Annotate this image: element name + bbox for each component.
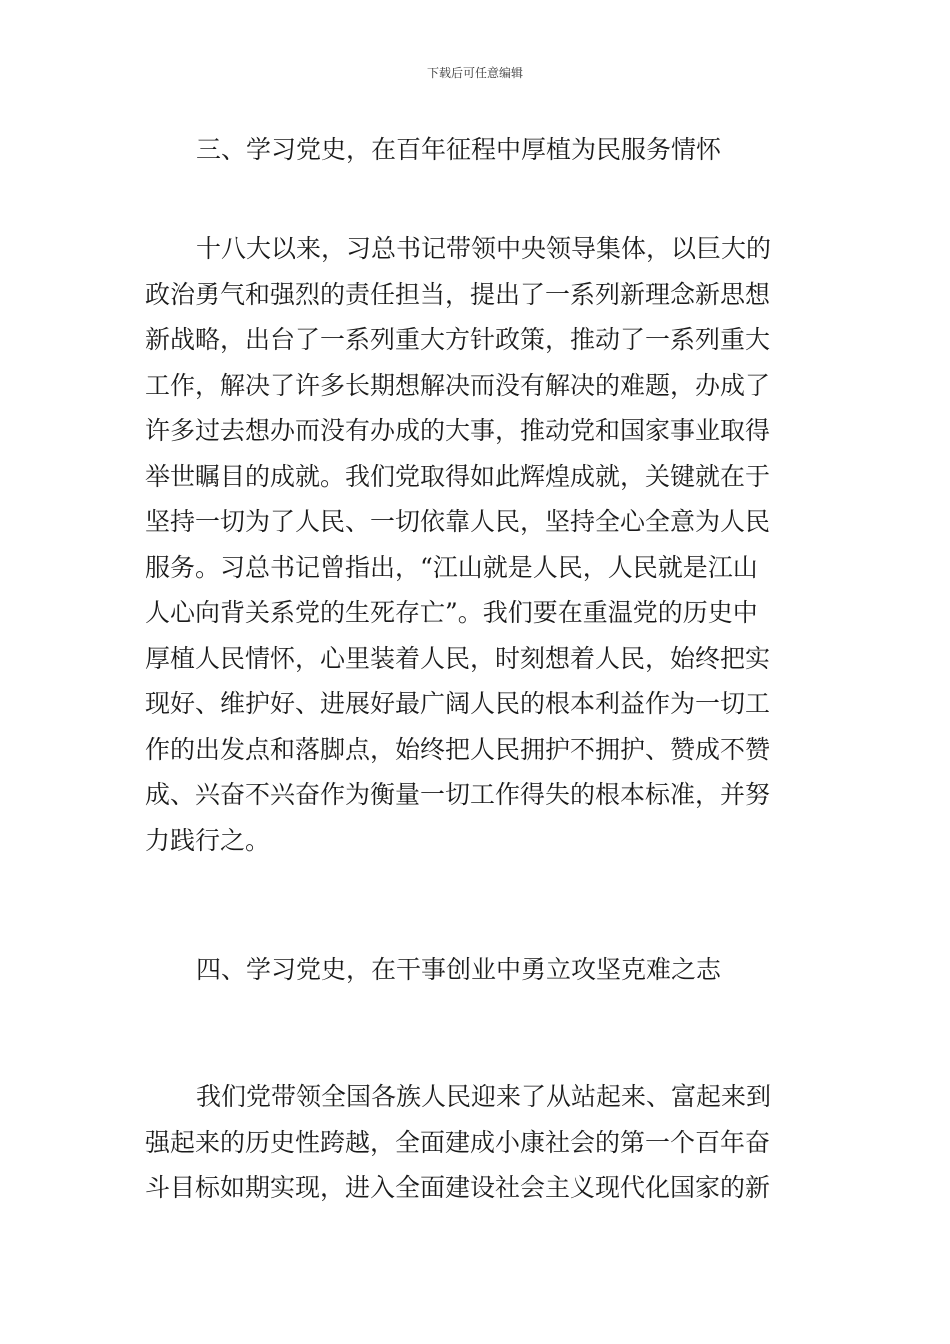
section-3-heading: 三、学习党史，在百年征程中厚植为民服务情怀 bbox=[196, 135, 722, 164]
paragraph-line: 作的出发点和落脚点，始终把人民拥护不拥护、赞成不赞 bbox=[145, 734, 771, 764]
paragraph-line: 坚持一切为了人民、一切依靠人民，坚持全心全意为人民 bbox=[145, 507, 771, 536]
section-3-paragraph bbox=[145, 226, 805, 863]
paragraph-line: 我们党带领全国各族人民迎来了从站起来、富起来到 bbox=[196, 1082, 772, 1111]
paragraph-line: 政治勇气和强烈的责任担当，提出了一系列新理念新思想 bbox=[145, 279, 771, 309]
header-note: 下载后可任意编辑 bbox=[426, 66, 523, 80]
paragraph-line: 厚植人民情怀，心里装着人民，时刻想着人民，始终把实 bbox=[145, 643, 771, 673]
paragraph-line: 工作，解决了许多长期想解决而没有解决的难题，办成了 bbox=[145, 370, 771, 400]
paragraph-line: 举世瞩目的成就。我们党取得如此辉煌成就，关键就在于 bbox=[145, 461, 771, 491]
paragraph-line: 十八大以来，习总书记带领中央领导集体，以巨大的 bbox=[196, 234, 772, 263]
paragraph-line: 力践行之。 bbox=[145, 825, 271, 855]
paragraph-line: 新战略，出台了一系列重大方针政策，推动了一系列重大 bbox=[145, 325, 771, 354]
paragraph-line: 强起来的历史性跨越，全面建成小康社会的第一个百年奋 bbox=[145, 1127, 771, 1157]
paragraph-line: 斗目标如期实现，进入全面建设社会主义现代化国家的新 bbox=[145, 1173, 771, 1202]
paragraph-line: 人心向背关系党的生死存亡”。我们要在重温党的历史中 bbox=[145, 598, 758, 627]
paragraph-line: 现好、维护好、进展好最广阔人民的根本利益作为一切工 bbox=[145, 689, 771, 718]
paragraph-line: 成、兴奋不兴奋作为衡量一切工作得失的根本标准，并努 bbox=[145, 780, 771, 809]
paragraph-line: 许多过去想办而没有办成的大事，推动党和国家事业取得 bbox=[145, 416, 771, 445]
section-4-heading: 四、学习党史，在干事创业中勇立攻坚克难之志 bbox=[196, 955, 722, 984]
section-4-paragraph bbox=[145, 1074, 805, 1211]
paragraph-line: 服务。习总书记曾指出，“江山就是人民，人民就是江山 bbox=[145, 552, 758, 582]
